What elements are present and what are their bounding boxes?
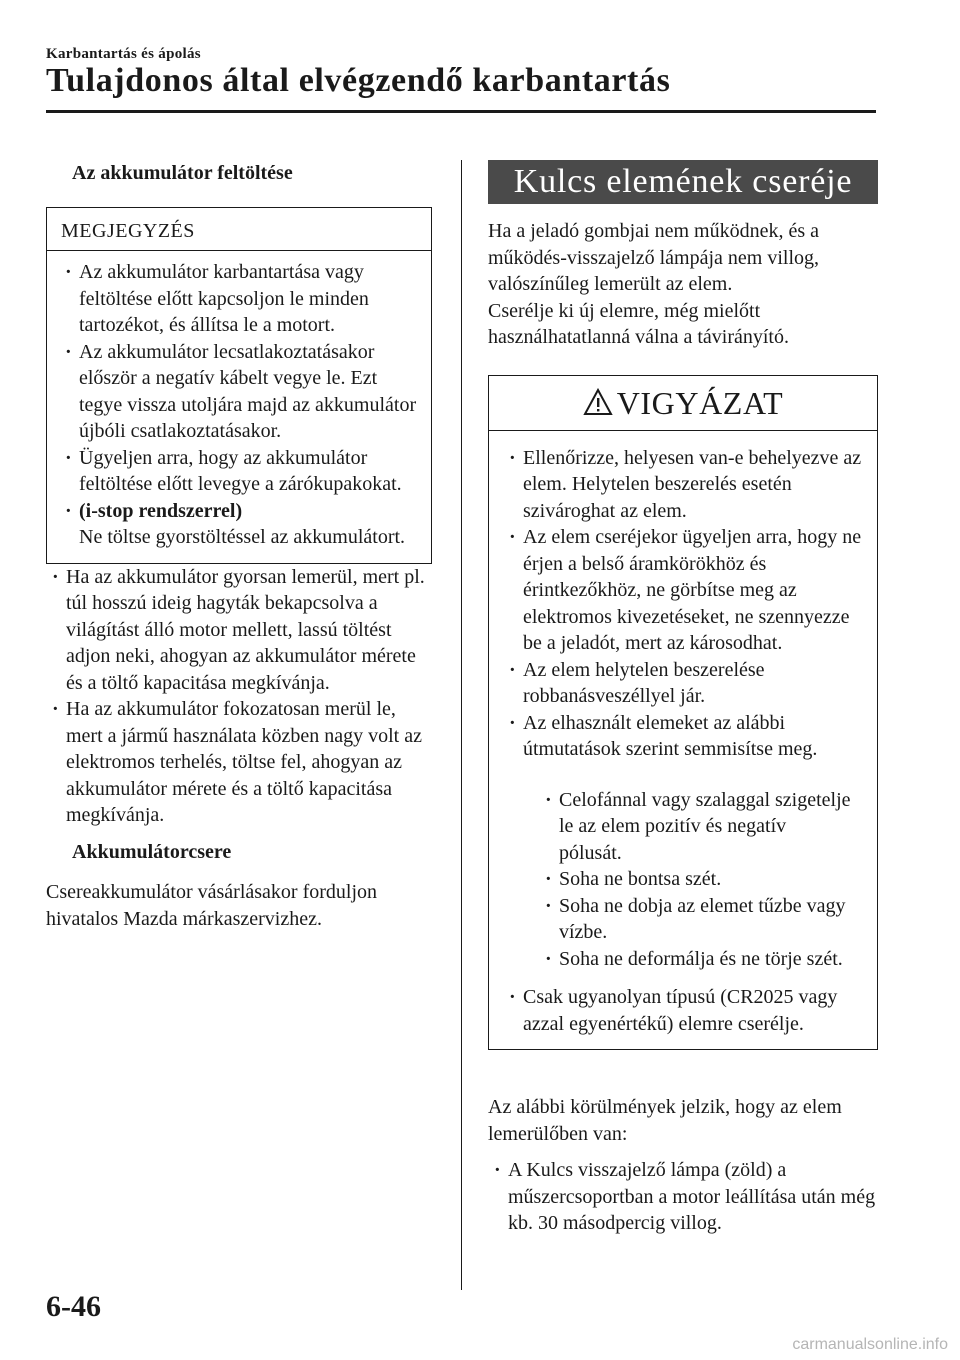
intro-paragraph: Ha a jeladó gombjai nem működnek, és a működés-visszajelző lámpája nem villog, valószínűleg lemerült az elem. [488,220,820,295]
note-list [47,251,431,563]
signs-item: · A Kulcs visszajelző lámpa (zöld) a műszercsoportban a motor leállítása után még kb. 30 másodpercig villog. [490,1157,878,1237]
page-number: 6-46 [46,1290,101,1323]
signs-intro: Az alábbi körülmények jelzik, hogy az elem lemerülőben van: [488,1096,842,1145]
warning-item: · Az elem cseréjekor ügyeljen arra, hogy ne érjen a belső áramkörökhöz és érintkezőkhöz, ne görbítse meg az elektromos kivezetéseket, ne szennyezze be a jeladót, mert az károsodhat. [505,524,865,657]
signs-list [488,1157,878,1237]
list-item: · Ha az akkumulátor gyorsan lemerül, mert pl. túl hosszú ideig hagyták bekapcsolva a világítást álló motor mellett, lassú töltést adjon neki, ahogyan az akkumulátor mérete és a töltő kapacitása megkívánja. [48,564,432,697]
page-title: Tulajdonos által elvégzendő karbantartás [46,62,671,99]
warning-item: · Ellenőrizze, helyesen van-e behelyezve az elem. Helytelen beszerelés esetén szivároghat az elem. [505,445,865,525]
note-box [46,207,432,564]
warning-item: · Az elem helytelen beszerelése robbanásveszéllyel jár. [505,657,865,710]
warning-subitem: · Celofánnal vagy szalaggal szigetelje le az elem pozitív és negatív pólusát. [541,787,853,867]
istop-label: (i-stop rendszerrel) [79,499,243,522]
column-divider [461,160,462,1290]
warning-subitem: · Soha ne bontsa szét. [541,866,853,893]
note-title: MEGJEGYZÉS [47,208,431,252]
note-item-istop [61,498,421,551]
warning-item: · Csak ugyanolyan típusú (CR2025 vagy azzal egyenértékű) elemre cserélje. [505,984,865,1037]
warning-triangle-icon [583,388,613,419]
warning-subitem: · Soha ne deformálja és ne törje szét. [541,946,853,973]
note-item: · Ügyeljen arra, hogy az akkumulátor feltöltése előtt levegye a zárókupakokat. [61,445,421,498]
note-item: · Az akkumulátor lecsatlakoztatásakor először a negatív kábelt vegye le. Ezt tegye vissza utoljára majd az akkumulátor újbóli csatlakoztatásakor. [61,339,421,445]
section-label: Karbantartás és ápolás [46,46,201,62]
charge-list [46,564,432,829]
watermark: carmanualsonline.info [792,1336,948,1353]
warning-list [489,431,877,1050]
warning-item-text: Az elhasznált elemeket az alábbi útmutatások szerint semmisítse meg. [523,711,818,760]
list-item: · Ha az akkumulátor fokozatosan merül le, mert a jármű használata közben nagy volt az elektromos terhelés, töltse fel, ahogyan az akkumulátor mérete és a töltő kapacitása megkívánja. [48,696,432,829]
warning-item [505,710,865,985]
istop-text: Ne töltse gyorstöltéssel az akkumulátort. [79,526,406,548]
title-divider [46,110,876,113]
note-item: · Az akkumulátor karbantartása vagy feltöltése előtt kapcsoljon le minden tartozékot, és állítsa le a motort. [61,259,421,339]
warning-header [489,382,877,426]
warning-subitem: · Soha ne dobja az elemet tűzbe vagy vízbe. [541,893,853,946]
subheading-charge: Az akkumulátor feltöltése [72,162,293,184]
subheading-replace: Akkumulátorcsere [72,840,232,863]
intro-paragraph-2: Cserélje ki új elemre, még mielőtt használhatatlanná válna a távirányító. [488,299,789,348]
replace-paragraph: Csereakkumulátor vásárlásakor forduljon hivatalos Mazda márkaszervizhez. [46,881,378,930]
warning-sublist [523,773,865,985]
left-column [46,160,432,932]
right-column [488,160,878,1237]
warning-title: VIGYÁZAT [616,385,784,422]
warning-box [488,375,878,1051]
section-banner: Kulcs elemének cseréje [488,160,878,204]
